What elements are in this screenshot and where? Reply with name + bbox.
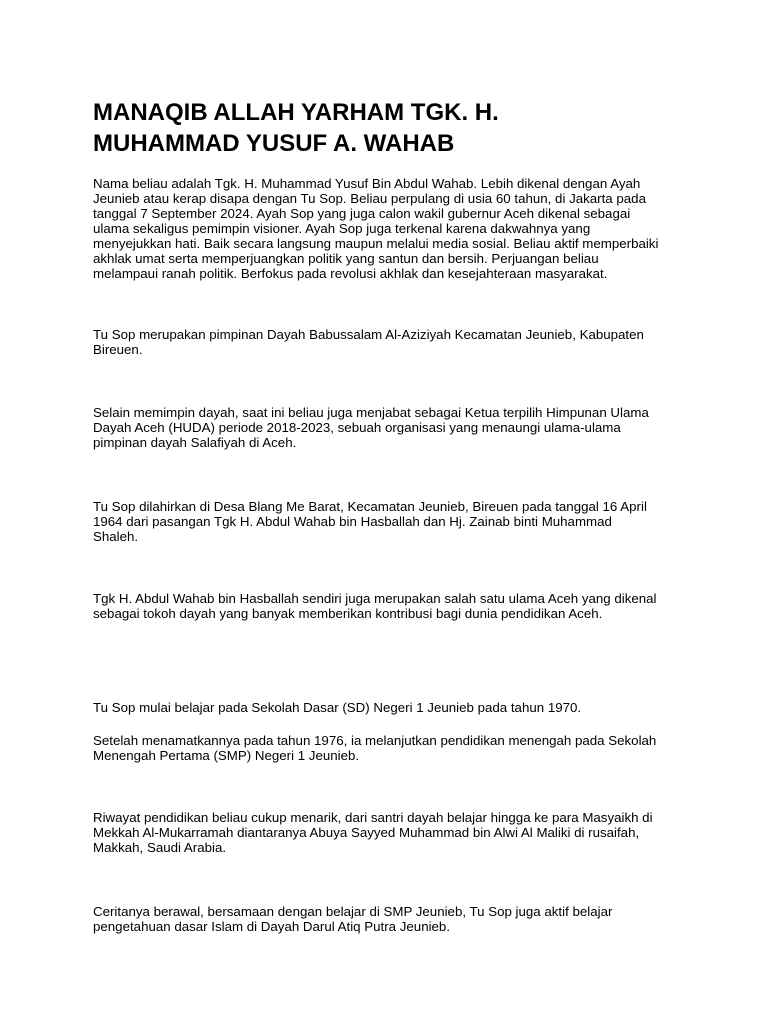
text-line: Setelah menamatkannya pada tahun 1976, ia melanjutkan pendidikan menengah pada Sekolah	[93, 733, 657, 748]
text-line: Bireuen.	[93, 342, 143, 357]
paragraph-early-study	[93, 904, 683, 934]
text-line: tanggal 7 September 2024. Ayah Sop yang juga calon wakil gubernur Aceh dikenal sebagai	[93, 206, 631, 221]
text-line: akhlak umat serta memperjuangkan politik yang santun dan bersih. Perjuangan beliau	[93, 251, 599, 266]
text-line: Tgk H. Abdul Wahab bin Hasballah sendiri juga merupakan salah satu ulama Aceh yang dikenal	[93, 591, 657, 606]
text-line: Tu Sop merupakan pimpinan Dayah Babussalam Al-Aziziyah Kecamatan Jeunieb, Kabupaten	[93, 327, 644, 342]
text-line: ulama sekaligus pemimpin visioner. Ayah Sop juga terkenal karena dakwahnya yang	[93, 221, 591, 236]
text-line: 1964 dari pasangan Tgk H. Abdul Wahab bin Hasballah dan Hj. Zainab binti Muhammad	[93, 514, 612, 529]
text-line: melampaui ranah politik. Berfokus pada revolusi akhlak dan kesejahteraan masyarakat.	[93, 266, 608, 281]
title-line: MUHAMMAD YUSUF A. WAHAB	[93, 130, 455, 157]
paragraph-dayah-leader	[93, 327, 683, 357]
text-line: Ceritanya berawal, bersamaan dengan belajar di SMP Jeunieb, Tu Sop juga aktif belajar	[93, 904, 613, 919]
text-line: Mekkah Al-Mukarramah diantaranya Abuya Sayyed Muhammad bin Alwi Al Maliki di rusaifah,	[93, 825, 640, 840]
text-line: Nama beliau adalah Tgk. H. Muhammad Yusuf Bin Abdul Wahab. Lebih dikenal dengan Ayah	[93, 176, 641, 191]
text-line: sebagai tokoh dayah yang banyak memberikan kontribusi bagi dunia pendidikan Aceh.	[93, 606, 603, 621]
text-line: Jeunieb atau kerap disapa dengan Tu Sop. Beliau perpulang di usia 60 tahun, di Jakarta pada	[93, 191, 646, 206]
text-line: Selain memimpin dayah, saat ini beliau juga menjabat sebagai Ketua terpilih Himpunan Ulama	[93, 405, 649, 420]
document-title	[93, 97, 733, 159]
text-line: Riwayat pendidikan beliau cukup menarik, dari santri dayah belajar hingga ke para Masyaikh di	[93, 810, 653, 825]
text-line: Makkah, Saudi Arabia.	[93, 840, 227, 855]
title-line: MANAQIB ALLAH YARHAM TGK. H.	[93, 99, 499, 126]
paragraph-middle-school	[93, 733, 683, 763]
text-line: Tu Sop dilahirkan di Desa Blang Me Barat, Kecamatan Jeunieb, Bireuen pada tanggal 16 April	[93, 499, 647, 514]
paragraph-intro	[93, 176, 683, 281]
text-line: menyejukkan hati. Baik secara langsung maupun melalui media sosial. Beliau aktif memperbaiki	[93, 236, 659, 251]
text-line: Shaleh.	[93, 529, 139, 544]
paragraph-huda	[93, 405, 683, 450]
text-line: Menengah Pertama (SMP) Negeri 1 Jeunieb.	[93, 748, 360, 763]
paragraph-birth	[93, 499, 683, 544]
text-line: Tu Sop mulai belajar pada Sekolah Dasar (SD) Negeri 1 Jeunieb pada tahun 1970.	[93, 700, 582, 715]
paragraph-education-history	[93, 810, 683, 855]
text-line: pimpinan dayah Salafiyah di Aceh.	[93, 435, 297, 450]
text-line: Dayah Aceh (HUDA) periode 2018-2023, sebuah organisasi yang menaungi ulama-ulama	[93, 420, 621, 435]
paragraph-father	[93, 591, 683, 621]
text-line: pengetahuan dasar Islam di Dayah Darul Atiq Putra Jeunieb.	[93, 919, 451, 934]
